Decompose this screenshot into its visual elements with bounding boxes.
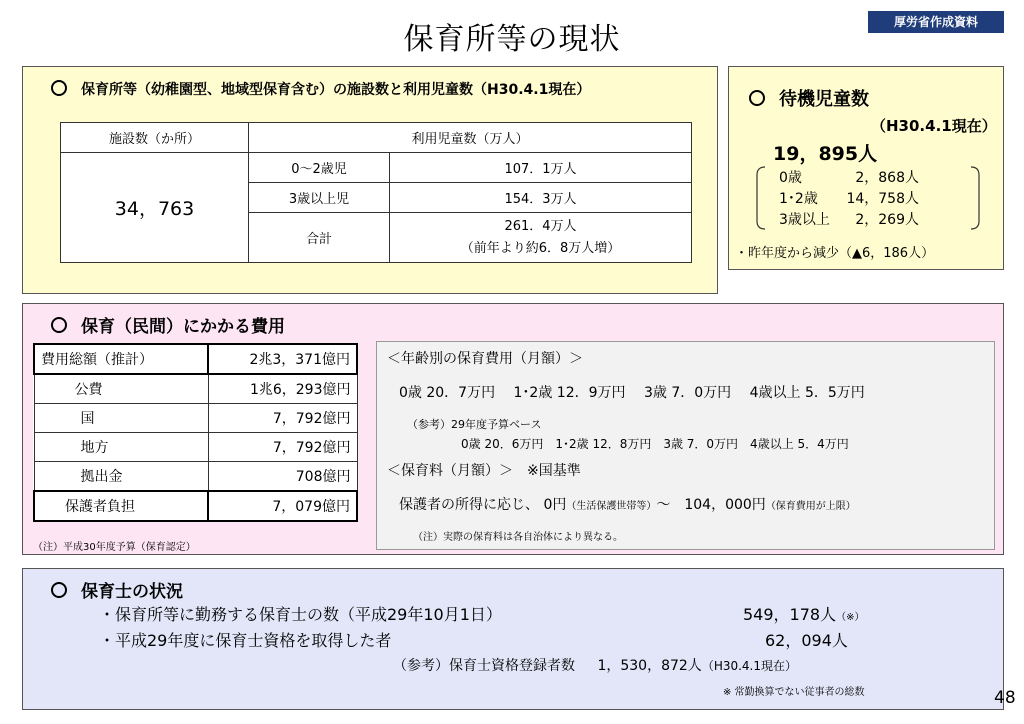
cost-label: 国 [34, 404, 208, 433]
row-label: 0～2歳児 [249, 153, 390, 183]
cost-label: 保護者負担 [34, 491, 208, 521]
staff-line2-label: ・平成29年度に保育士資格を取得した者 [99, 631, 392, 650]
waiting-change: ・昨年度から減少（▲6，186人） [735, 246, 935, 261]
staff-line1-label: ・保育所等に勤務する保育士の数（平成29年10月1日） [99, 605, 502, 624]
circle-bullet-icon [51, 582, 67, 598]
cost-label: 公費 [34, 374, 208, 404]
table-row [34, 433, 357, 462]
staff-line1-number: 549，178人 [743, 605, 837, 624]
page-number: 48 [994, 688, 1016, 708]
fee-small-a: （生活保護世帯等） [566, 501, 657, 512]
cost-label: 地方 [34, 433, 208, 462]
cost-table-note: （注）平成30年度予算（保育認定） [33, 542, 196, 553]
total-note: （前年より約6．8万人増） [460, 240, 621, 256]
breakdown-label: 1･2歳 [779, 191, 818, 207]
table-row [34, 404, 357, 433]
row-label: 3歳以上児 [249, 183, 390, 213]
row-label: 合計 [249, 213, 390, 263]
cost-label: 費用総額（推計） [34, 344, 208, 374]
circle-bullet-icon [749, 90, 765, 106]
col-header-children: 利用児童数（万人） [249, 123, 692, 153]
waiting-total: 19，895人 [773, 143, 878, 165]
col-header-facilities: 施設数（か所） [61, 123, 249, 153]
table-row [34, 344, 357, 374]
fee-line-a: 保護者の所得に応じ、 0円 [399, 497, 567, 513]
breakdown-label: 0歳 [779, 170, 802, 186]
waiting-heading-text: 待機児童数 [779, 89, 869, 110]
staff-footnote: ※ 常勤換算でない従事者の総数 [723, 687, 865, 698]
cost-value: 7，079億円 [208, 491, 357, 521]
costs-heading-text: 保育（民間）にかかる費用 [81, 317, 285, 337]
waiting-panel: 待機児童数 （H30.4.1現在） 19，895人 0歳 2，868人 1･2歳 14，758人 3歳以上 2，269人 ・昨年度から減少（▲6，186人） [728, 66, 1004, 270]
monthly-heading: ＜年齢別の保育費用（月額）＞ [387, 351, 583, 367]
row-value: 154．3万人 [390, 183, 692, 213]
circle-bullet-icon [51, 317, 67, 333]
staff-ref [393, 655, 797, 675]
ref-line: 0歳 20．6万円 1･2歳 12．8万円 3歳 7．0万円 4歳以上 5．4万円 [461, 437, 849, 451]
fee-note: （注）実際の保育料は各自治体により異なる。 [413, 532, 623, 543]
waiting-as-of: （H30.4.1現在） [871, 117, 997, 135]
ref-label: （参考）29年度予算ベース [407, 418, 542, 431]
breakdown-label: 3歳以上 [779, 212, 830, 228]
row-value [390, 213, 692, 263]
cost-value: 708億円 [208, 462, 357, 492]
costs-heading [51, 312, 285, 337]
staff-ref-value: 1，530，872人 [597, 658, 702, 674]
table-row [34, 374, 357, 404]
staff-heading [51, 577, 183, 602]
facilities-heading [51, 79, 590, 99]
cost-value: 7，792億円 [208, 404, 357, 433]
circle-bullet-icon [51, 80, 67, 96]
table-row [61, 153, 692, 183]
fee-heading: ＜保育料（月額）＞ ※国基準 [387, 463, 581, 479]
page-title: 保育所等の現状 [403, 22, 621, 57]
table-row [34, 491, 357, 521]
staff-ref-as-of: （H30.4.1現在） [701, 659, 798, 673]
table-row [34, 462, 357, 492]
costs-panel [22, 303, 1004, 555]
staff-line2-value: 62，094人 [765, 631, 848, 650]
fee-small-b: （保育費用が上限） [765, 501, 856, 512]
fee-line [399, 494, 856, 514]
staff-line1-mark: （※） [836, 612, 865, 623]
staff-heading-text: 保育士の状況 [81, 582, 183, 602]
monthly-cost-box [376, 341, 995, 550]
staff-line1-value [743, 602, 864, 625]
total-value: 261．4万人 [504, 218, 577, 234]
facility-count: 34，763 [61, 153, 249, 263]
row-value: 107．1万人 [390, 153, 692, 183]
cost-value: 7，792億円 [208, 433, 357, 462]
waiting-heading [749, 85, 869, 111]
monthly-line: 0歳 20．7万円 1･2歳 12．9万円 3歳 7．0万円 4歳以上 5．5万円 [399, 385, 865, 401]
source-badge: 厚労省作成資料 [868, 11, 1004, 33]
cost-value: 2兆3，371億円 [208, 344, 357, 374]
cost-value: 1兆6，293億円 [208, 374, 357, 404]
facilities-panel [22, 66, 718, 294]
facilities-heading-text: 保育所等（幼稚園型、地域型保育含む）の施設数と利用児童数（H30.4.1現在） [81, 82, 591, 98]
fee-line-b: ～ 104，000円 [656, 497, 766, 513]
staff-panel [22, 568, 1004, 710]
staff-ref-label: （参考）保育士資格登録者数 [393, 658, 575, 674]
cost-label: 拠出金 [34, 462, 208, 492]
facilities-table [60, 122, 692, 263]
cost-table [33, 343, 358, 522]
